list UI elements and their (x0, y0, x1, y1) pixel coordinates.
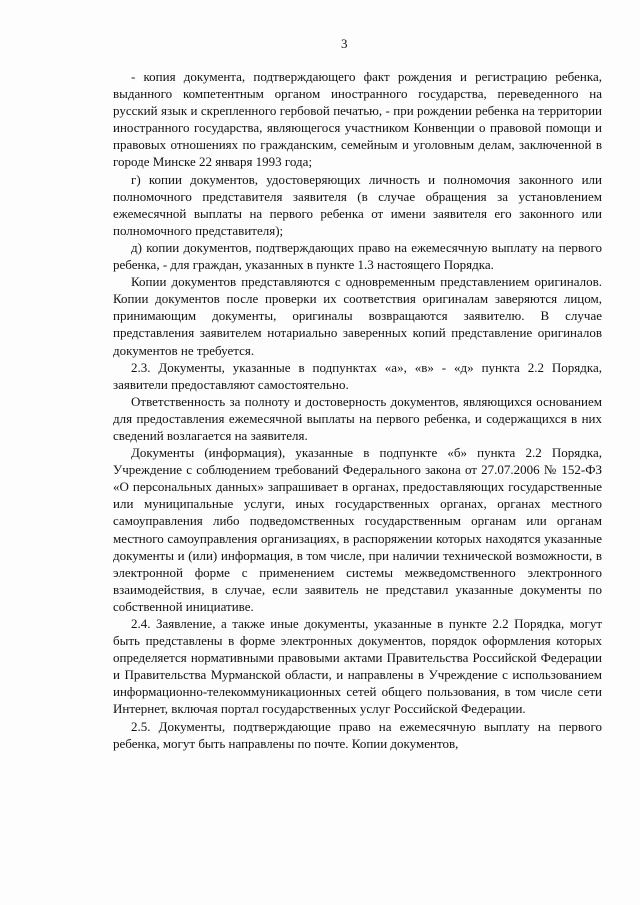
paragraph-2-5: 2.5. Документы, подтверждающие право на ежемесячную выплату на первого ребенка, могут быть направлены по почте. Копии документов, (113, 718, 602, 751)
paragraph-item-g: г) копии документов, удостоверяющих личность и полномочия законного или полномочного представителя заявителя (в случае обращения за установлением ежемесячной выплаты на первого ребенка от имени заявителя его законного или полномочного представителя); (113, 171, 602, 238)
document-body (113, 68, 602, 752)
paragraph-copies: Копии документов представляются с одновременным представлением оригиналов. Копии документов после проверки их соответствия оригиналам заверяются лицом, принимающим документы, оригиналы возвращаются заявителю. В случае представления заявителем нотариально заверенных копий представление оригиналов документов не требуется. (113, 274, 602, 358)
paragraph-responsibility: Ответственность за полноту и достоверность документов, являющихся основанием для предоставления ежемесячной выплаты на первого ребенка, и содержащихся в них сведений возлагается на заявителя. (113, 393, 602, 443)
paragraph-2-4: 2.4. Заявление, а также иные документы, указанные в пункте 2.2 Порядка, могут быть представлены в форме электронных документов, порядок оформления которых определяется нормативными правовыми актами Правительства Российской Федерации и Правительства Мурманской области, и направлены в Учреждение с использованием информационно-телекоммуникационных сетей общего пользования, в том числе сети Интернет, включая портал государственных услуг Российской Федерации. (113, 616, 602, 717)
paragraph-birth-document: - копия документа, подтверждающего факт рождения и регистрацию ребенка, выданного компетентным органом иностранного государства, переведенного на русский язык и скрепленного гербовой печатью, - при рождении ребенка на территории иностранного государства, являющегося участником Конвенции о правовой помощи и правовых отношениях по гражданским, семейным и уголовным делам, заключенной в городе Минске 22 января 1993 года; (113, 69, 602, 170)
page-number: 3 (341, 36, 348, 51)
paragraph-2-3: 2.3. Документы, указанные в подпунктах «а», «в» - «д» пункта 2.2 Порядка, заявители предоставляют самостоятельно. (113, 359, 602, 392)
paragraph-information-request: Документы (информация), указанные в подпункте «б» пункта 2.2 Порядка, Учреждение с соблюдением требований Федерального закона от 27.07.2006 № 152-ФЗ «О персональных данных» запрашивает в органах, предоставляющих государственные или муниципальные услуги, иных государственных органах, органах местного самоуправления либо подведомственных государственным органам или органам местного самоуправления организациях, в распоряжении которых находятся указанные документы и (или) информация, в том числе, при наличии технической возможности, в электронной форме с применением системы межведомственного электронного взаимодействия, в случае, если заявитель не представил указанные документы по собственной инициативе. (113, 445, 602, 614)
paragraph-item-d: д) копии документов, подтверждающих право на ежемесячную выплату на первого ребенка, - для граждан, указанных в пункте 1.3 настоящего Порядка. (113, 239, 602, 273)
